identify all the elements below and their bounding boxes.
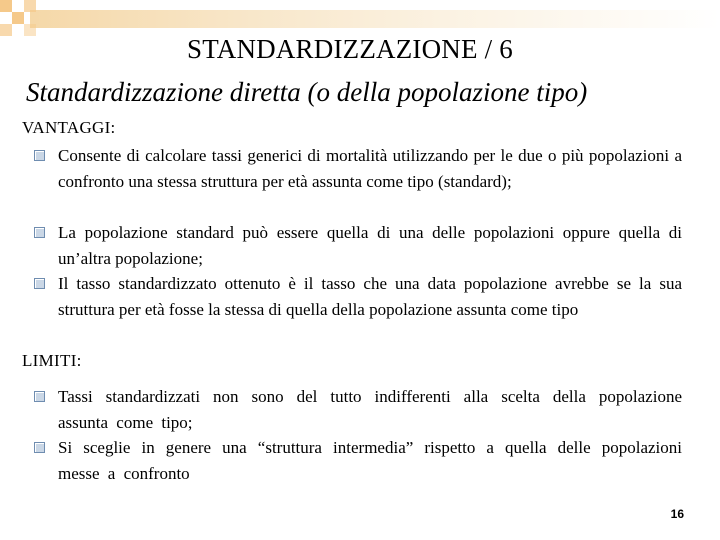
- section-label-limiti: LIMITI:: [22, 351, 82, 370]
- section-label-vantaggi: VANTAGGI:: [22, 118, 116, 137]
- list-item: [58, 220, 682, 271]
- list-item: [58, 271, 682, 322]
- header-gradient-bar: [30, 10, 720, 28]
- slide-subtitle: Standardizzazione diretta (o della popolazione tipo): [26, 77, 588, 107]
- list-item-text: Il tasso standardizzato ottenuto è il tasso che una data popolazione avrebbe se la sua struttura per età fosse la stessa di quella della popolazione assunta come tipo: [58, 274, 682, 319]
- deco-square: [12, 12, 24, 24]
- list-item-text: Tassi standardizzati non sono del tutto indifferenti alla scelta della popolazione assunta come tipo;: [58, 387, 682, 432]
- deco-square: [24, 0, 36, 12]
- list-item: [58, 435, 682, 486]
- list-item-text: Si sceglie in genere una “struttura intermedia” rispetto a quella delle popolazioni messe a confronto: [58, 438, 682, 483]
- list-item: [58, 143, 682, 194]
- list-item-text: Consente di calcolare tassi generici di mortalità utilizzando per le due o più popolazioni a confronto una stessa struttura per età assunta come tipo (standard);: [58, 146, 682, 191]
- deco-square: [0, 0, 12, 12]
- checkbox-bullet-icon: [34, 150, 45, 161]
- list-item: [58, 384, 682, 435]
- page-number: 16: [670, 507, 684, 521]
- list-item-text: La popolazione standard può essere quella di una delle popolazioni oppure quella di un’altra popolazione;: [58, 223, 682, 268]
- checkbox-bullet-icon: [34, 391, 45, 402]
- checkbox-bullet-icon: [34, 442, 45, 453]
- checkbox-bullet-icon: [34, 278, 45, 289]
- slide-title: STANDARDIZZAZIONE / 6: [187, 34, 513, 64]
- checkbox-bullet-icon: [34, 227, 45, 238]
